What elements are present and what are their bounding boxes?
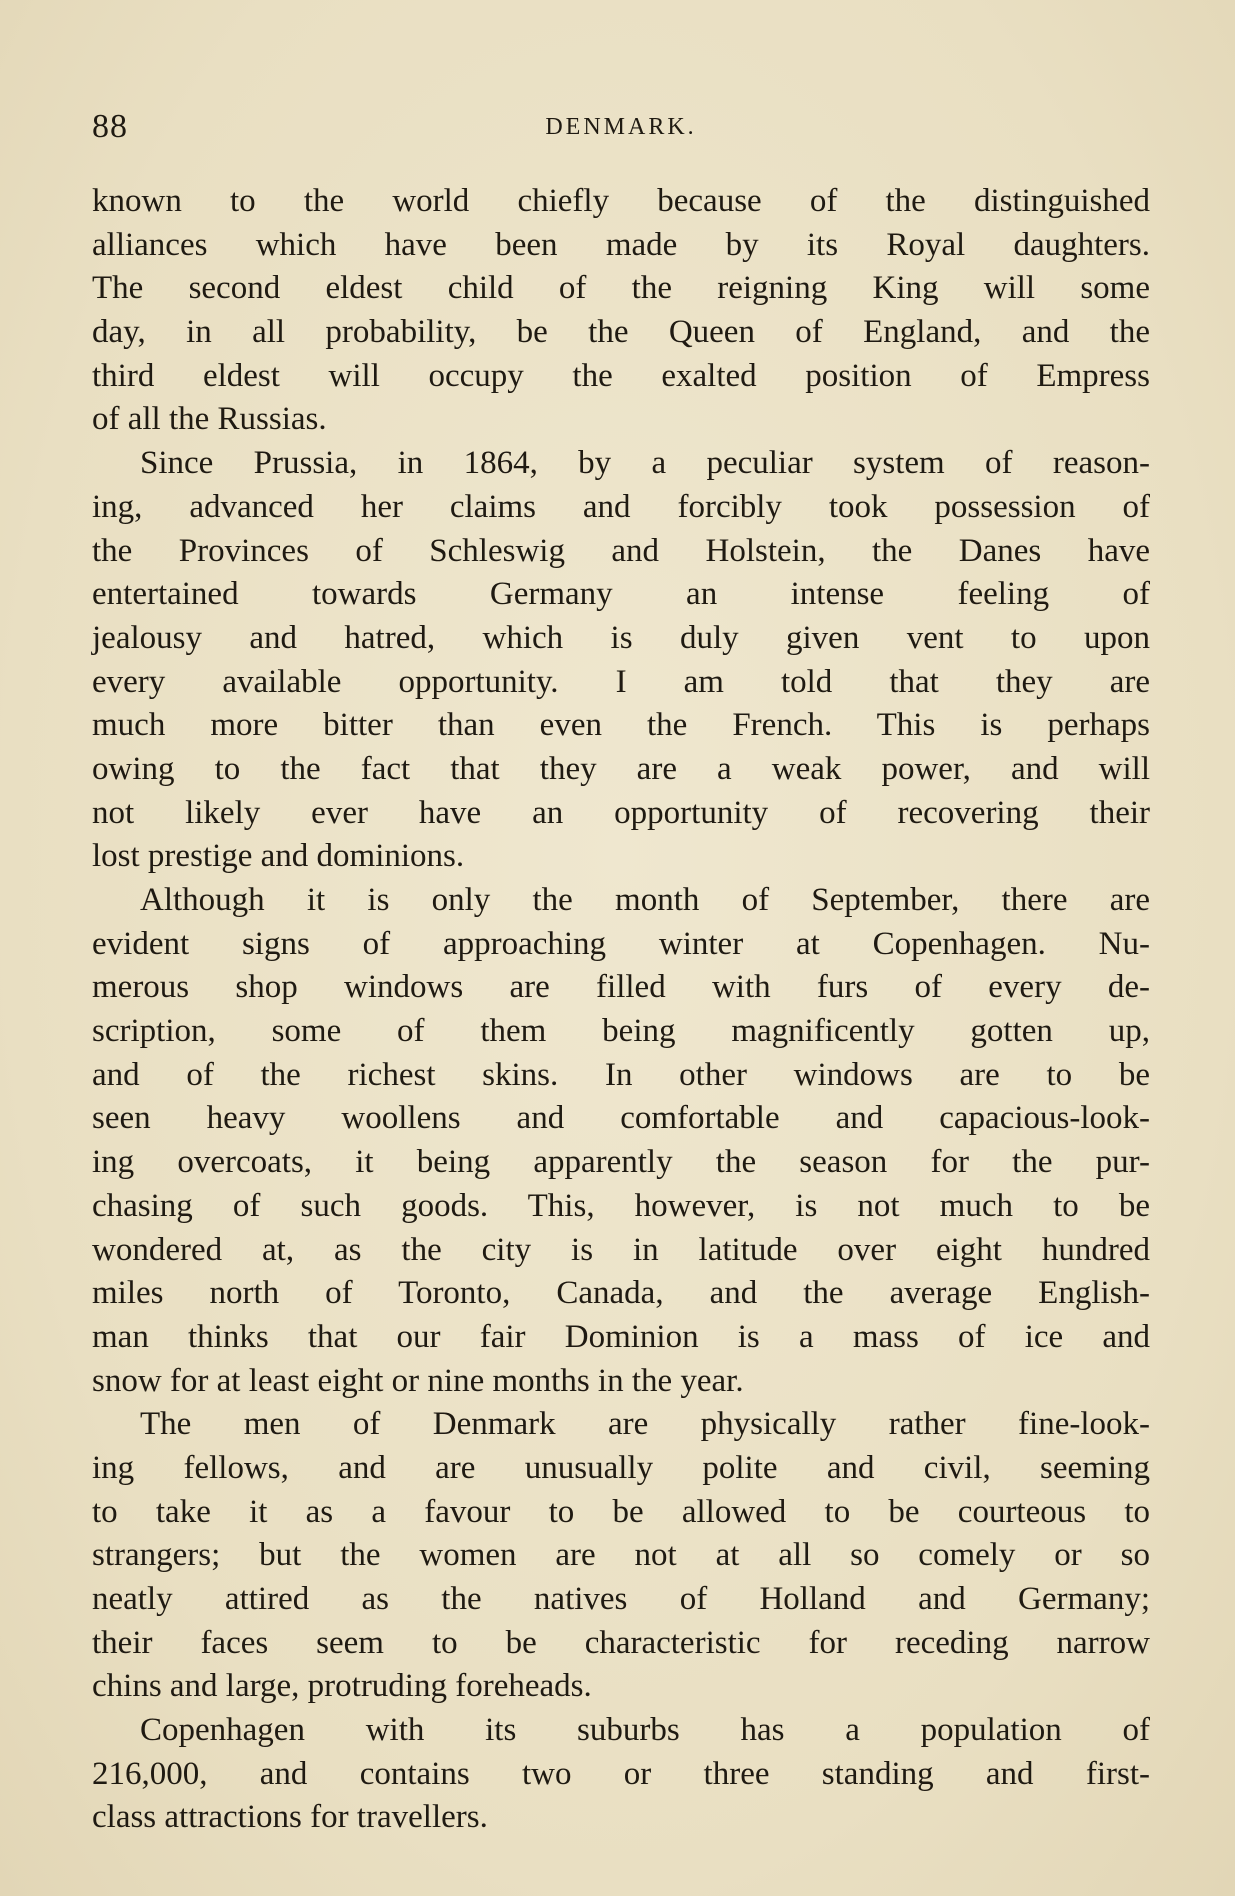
text-line: scription, some of them being magnificently gotten up, [92, 1013, 1150, 1050]
text-line: strangers; but the women are not at all so comely or so [92, 1537, 1150, 1574]
running-head: DENMARK. [545, 114, 697, 140]
text-line: wondered at, as the city is in latitude over eight hundred [92, 1231, 1150, 1268]
text-line: The men of Denmark are physically rather fine-look- [140, 1406, 1150, 1443]
text-line: merous shop windows are filled with furs of every de- [92, 969, 1150, 1006]
page-header [92, 108, 1150, 148]
text-line: 216,000, and contains two or three standing and first- [92, 1755, 1150, 1792]
text-line: and of the richest skins. In other windows are to be [92, 1056, 1150, 1093]
text-line: known to the world chiefly because of the distinguished [92, 183, 1150, 219]
text-line: ing, advanced her claims and forcibly took possession of [92, 488, 1150, 525]
text-line: every available opportunity. I am told that they are [92, 663, 1150, 700]
body-text [92, 180, 1150, 1840]
text-line: miles north of Toronto, Canada, and the average English- [92, 1275, 1150, 1312]
text-line: jealousy and hatred, which is duly given vent to upon [92, 619, 1150, 656]
text-line: third eldest will occupy the exalted position of Empress [92, 357, 1150, 394]
text-line: chasing of such goods. This, however, is not much to be [92, 1187, 1150, 1224]
text-line: Since Prussia, in 1864, by a peculiar system of reason- [140, 445, 1150, 482]
text-line: lost prestige and dominions. [92, 838, 465, 875]
text-line: ing fellows, and are unusually polite and civil, seeming [92, 1449, 1150, 1486]
text-line: class attractions for travellers. [92, 1799, 488, 1836]
text-line: owing to the fact that they are a weak power, and will [92, 750, 1150, 787]
text-line: neatly attired as the natives of Holland and Germany; [92, 1581, 1150, 1617]
text-line: day, in all probability, be the Queen of England, and the [92, 314, 1150, 351]
text-line: Although it is only the month of September, there are [140, 882, 1150, 918]
text-line: seen heavy woollens and comfortable and capacious-look- [92, 1100, 1150, 1137]
text-line: chins and large, protruding foreheads. [92, 1668, 592, 1705]
text-line: The second eldest child of the reigning King will some [92, 270, 1150, 307]
text-line: ing overcoats, it being apparently the season for the pur- [92, 1144, 1150, 1181]
text-line: their faces seem to be characteristic for receding narrow [92, 1624, 1150, 1661]
text-line: not likely ever have an opportunity of recovering their [92, 794, 1150, 831]
text-line: evident signs of approaching winter at Copenhagen. Nu- [92, 925, 1150, 962]
text-line: much more bitter than even the French. This is perhaps [92, 707, 1150, 744]
text-line: Copenhagen with its suburbs has a population of [140, 1712, 1150, 1749]
text-line: alliances which have been made by its Royal daughters. [92, 226, 1150, 263]
text-line: entertained towards Germany an intense feeling of [92, 576, 1150, 613]
text-line: man thinks that our fair Dominion is a mass of ice and [92, 1318, 1150, 1355]
text-line: the Provinces of Schleswig and Holstein, the Danes have [92, 532, 1150, 569]
text-line: to take it as a favour to be allowed to be courteous to [92, 1493, 1150, 1530]
text-line: snow for at least eight or nine months in the year. [92, 1362, 744, 1399]
page-number: 88 [92, 108, 128, 145]
text-line: of all the Russias. [92, 401, 327, 438]
